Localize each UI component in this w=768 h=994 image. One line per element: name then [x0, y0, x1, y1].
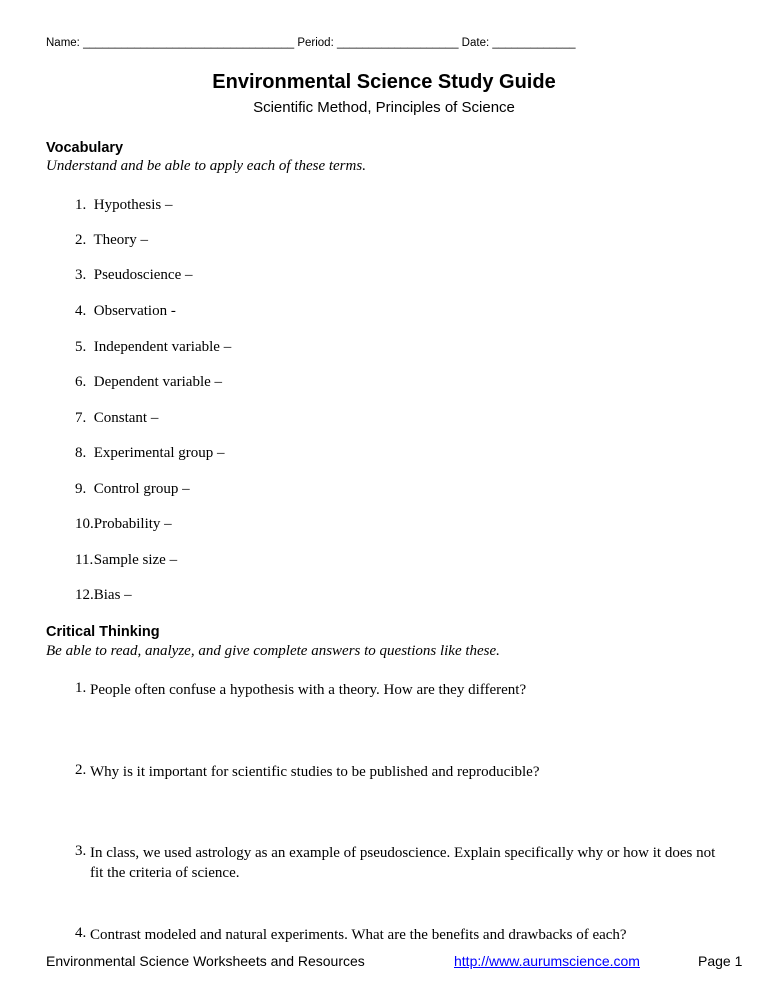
item-text: Sample size –: [93, 552, 178, 568]
item-text: Probability –: [93, 516, 172, 532]
item-text: Theory –: [93, 232, 149, 248]
item-text: Hypothesis –: [93, 197, 173, 213]
item-number: 10.: [75, 516, 94, 532]
item-text: Control group –: [93, 481, 190, 497]
vocab-item: [75, 303, 176, 320]
vocab-item: [75, 232, 148, 249]
footer-left-text: Environmental Science Worksheets and Resources: [46, 953, 365, 969]
item-number: 12.: [75, 587, 94, 603]
item-number: 4.: [75, 303, 87, 319]
vocab-item: [75, 410, 158, 427]
item-number: 2.: [75, 232, 87, 248]
item-text: Pseudoscience –: [93, 267, 193, 283]
item-number: 7.: [75, 410, 87, 426]
question-text: In class, we used astrology as an example of pseudoscience. Explain specifically why or how it does not fit the criteria of science.: [90, 845, 716, 881]
vocab-item: [75, 197, 173, 214]
question-text: Why is it important for scientific studies to be published and reproducible?: [90, 764, 540, 780]
question: [75, 762, 735, 782]
page-subtitle: Scientific Method, Principles of Science: [253, 99, 515, 116]
item-text: Bias –: [93, 587, 132, 603]
question-number: 3.: [75, 843, 87, 859]
question: [75, 680, 735, 700]
item-number: 11.: [75, 552, 94, 568]
vocab-item: [75, 445, 225, 462]
item-number: 9.: [75, 481, 87, 497]
critical-thinking-heading: Critical Thinking: [46, 624, 160, 640]
question: [75, 925, 735, 945]
name-period-date-line: Name: _________________________________ Period: ___________________ Date: _____________: [46, 37, 576, 49]
question-text: People often confuse a hypothesis with a theory. How are they different?: [90, 682, 527, 698]
item-number: 6.: [75, 374, 87, 390]
page-title: Environmental Science Study Guide: [212, 71, 556, 93]
vocabulary-instructions: Understand and be able to apply each of these terms.: [46, 158, 366, 174]
item-number: 5.: [75, 339, 87, 355]
vocab-item: [75, 481, 190, 498]
item-text: Dependent variable –: [93, 374, 223, 390]
item-text: Observation -: [93, 303, 176, 319]
item-text: Constant –: [93, 410, 159, 426]
item-text: Experimental group –: [93, 445, 225, 461]
vocab-item: [75, 587, 132, 604]
vocabulary-heading: Vocabulary: [46, 140, 124, 156]
item-number: 1.: [75, 197, 87, 213]
critical-thinking-instructions: Be able to read, analyze, and give complete answers to questions like these.: [46, 643, 500, 659]
vocab-item: [75, 552, 177, 569]
page-number: Page 1: [698, 953, 743, 969]
question-number: 1.: [75, 680, 87, 696]
vocab-item: [75, 516, 172, 533]
question-number: 2.: [75, 762, 87, 778]
question-number: 4.: [75, 925, 87, 941]
item-text: Independent variable –: [93, 339, 232, 355]
item-number: 3.: [75, 267, 87, 283]
vocab-item: [75, 267, 192, 284]
item-number: 8.: [75, 445, 87, 461]
vocab-item: [75, 339, 231, 356]
vocab-item: [75, 374, 222, 391]
question: [75, 843, 725, 883]
question-text: Contrast modeled and natural experiments. What are the benefits and drawbacks of each?: [90, 927, 627, 943]
footer-website-link[interactable]: http://www.aurumscience.com: [454, 953, 640, 969]
